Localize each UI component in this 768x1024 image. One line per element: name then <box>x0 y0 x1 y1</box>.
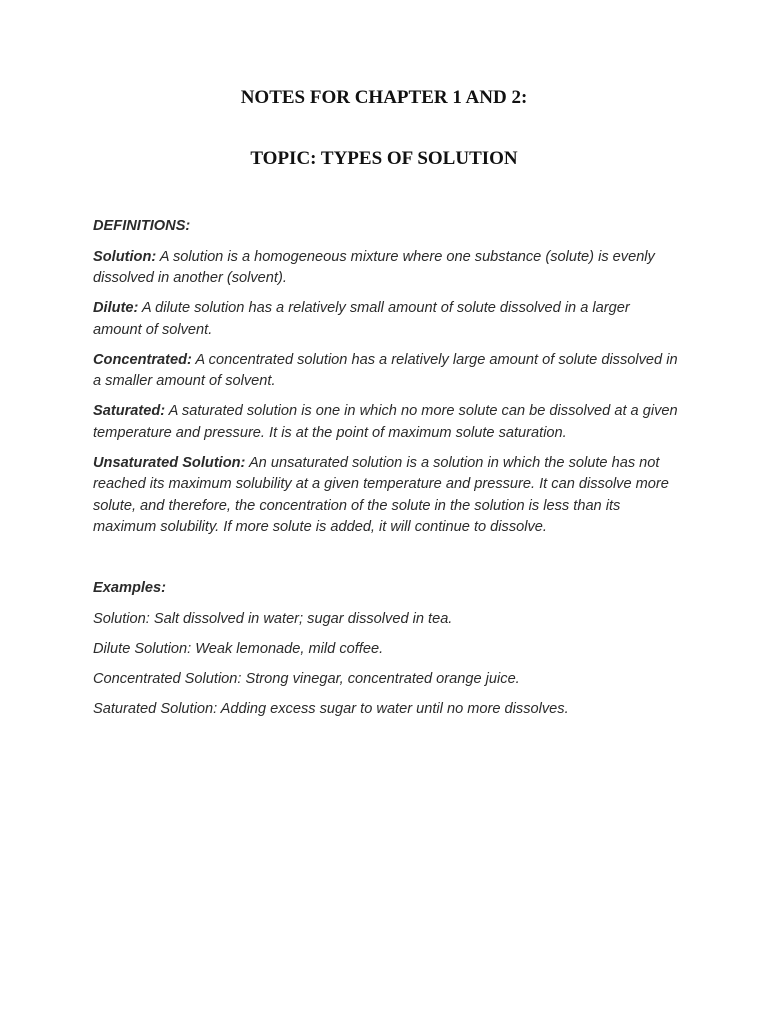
examples-heading: Examples: <box>93 580 167 596</box>
example-item: Saturated Solution: Adding excess sugar to water until no more dissolves. <box>93 700 569 717</box>
definition-term: Saturated: <box>93 403 166 419</box>
example-item: Concentrated Solution: Strong vinegar, concentrated orange juice. <box>93 670 520 687</box>
definition-concentrated <box>93 350 678 393</box>
section-spacer <box>93 547 678 578</box>
definition-term: Solution: <box>93 248 157 265</box>
page-title: NOTES FOR CHAPTER 1 AND 2: <box>240 87 528 108</box>
definition-unsaturated <box>93 453 678 539</box>
definition-term: Unsaturated Solution: <box>93 454 246 471</box>
topic-heading: TOPIC: TYPES OF SOLUTION <box>250 148 518 169</box>
example-item: Solution: Salt dissolved in water; sugar dissolved in tea. <box>93 610 453 627</box>
definition-text: A solution is a homogeneous mixture where one substance (solute) is evenly dissolved in another (solvent). <box>93 248 655 286</box>
notes-body <box>93 216 678 729</box>
example-item: Dilute Solution: Weak lemonade, mild coffee. <box>93 640 384 657</box>
definition-solution <box>93 247 678 290</box>
definition-text: A concentrated solution has a relatively large amount of solute dissolved in a smaller amount of solvent. <box>93 351 678 389</box>
definition-saturated <box>93 401 678 444</box>
definition-dilute <box>93 298 678 341</box>
definition-term: Concentrated: <box>93 351 192 368</box>
definitions-heading: DEFINITIONS: <box>93 218 191 234</box>
definition-text: An unsaturated solution is a solution in which the solute has not reached its maximum solubility at a given temperature and pressure. It can dissolve more solute, and therefore, the concentration of the solute in the solution is less than its maximum solubility. If more solute is added, it will continue to dissolve. <box>93 454 669 535</box>
definition-text: A saturated solution is one in which no more solute can be dissolved at a given temperature and pressure. It is at the point of maximum solute saturation. <box>93 403 678 441</box>
definition-term: Dilute: <box>93 300 139 316</box>
definition-text: A dilute solution has a relatively small amount of solute dissolved in a larger amount of solvent. <box>93 300 630 338</box>
